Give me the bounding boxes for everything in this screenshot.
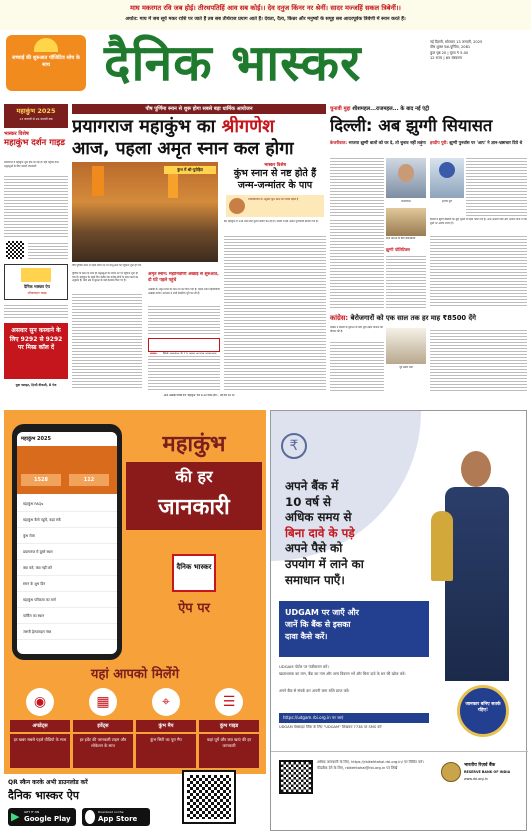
third-photo xyxy=(386,208,426,236)
phone-menu-item[interactable]: महाकुंभ परिक्रमा का मार्ग xyxy=(17,592,117,608)
flag-shape xyxy=(92,166,104,196)
sun-icon xyxy=(34,38,58,52)
rbi-headline-line6: उपयोग में लाने का xyxy=(285,556,364,571)
feature-label: कुंभ मैप xyxy=(136,720,196,732)
congress-head xyxy=(330,312,527,324)
badge-year: महाकुंभ 2025 xyxy=(16,107,56,115)
guide-intro: प्रयागराज में महाकुंभ शुरू होने जा रहा है। यहां पहुंचने वाले श्रद्धालुओं के लिए जरूरी जानकारी xyxy=(4,161,59,168)
edition-price: कुल पृष्ठ 20 | मूल्य ₹ 5.00 xyxy=(430,50,469,55)
man-with-key xyxy=(431,451,523,681)
pandit-avatar xyxy=(229,198,245,214)
right-col1-head xyxy=(330,140,426,154)
ad-title-line2-box xyxy=(126,462,262,530)
rbi-name-hi: भारतीय रिज़र्व बैंक xyxy=(464,763,496,768)
phone-menu-item[interactable]: पार्किंग का स्थान xyxy=(17,608,117,624)
udgam-line2: जानें कि बैंक से इसका xyxy=(285,620,351,629)
play-icon: ▶ xyxy=(11,810,20,823)
main-kicker: पौष पूर्णिमा स्नान से शुरू होगा सबसे बड़ा धार्मिक आयोजन xyxy=(72,104,326,114)
map-icon: ⌖ xyxy=(152,688,180,716)
feature-label: इवेंट्स xyxy=(73,720,133,732)
kejriwal-caption: केजरीवाल xyxy=(401,200,411,203)
headline1-accent: श्रीगणेश xyxy=(221,116,275,137)
phone-menu-item[interactable]: महाकुंभ कैसे पहुंचें, कहां रुकें xyxy=(17,512,117,528)
right-col2-text-2 xyxy=(430,234,527,308)
google-play-button[interactable] xyxy=(8,808,76,826)
rbi-footer xyxy=(271,751,528,832)
man-head xyxy=(461,451,491,487)
phone-menu-item[interactable]: स्नान के शुभ दिन xyxy=(17,576,117,592)
side-text-block xyxy=(224,234,326,390)
side-quote-box xyxy=(226,195,324,217)
feature-item[interactable] xyxy=(73,688,133,770)
phone-menu-item[interactable]: कुंभ मेला xyxy=(17,528,117,544)
main-column-mid-text xyxy=(148,304,220,334)
photo-caption-tag: कुंभ में श्री-पुरोहित xyxy=(164,166,216,174)
right-col1-text-2 xyxy=(330,218,384,308)
phone-menu-item[interactable]: महाकुंभ FAQs xyxy=(17,496,117,512)
bhaskar-logo-box xyxy=(172,554,216,592)
main-column-mid-text-2 xyxy=(148,354,220,390)
feature-desc: हर खबर सबसे पहले वीडियो के साथ xyxy=(10,734,70,768)
phone-stat2: 112 xyxy=(69,474,109,486)
ad-title-line2: की हर xyxy=(175,467,213,486)
left-bottom-note: युवा फ्लाइट, हिन्दी वीकली, 8 पेज xyxy=(15,383,57,387)
main-subhead: अमृत स्नान: महानिर्वाणी अखाड़े से शुरुआत, दो घंटे पहले पहुंचे xyxy=(148,272,219,283)
edition-group: 12 राज्य | 65 संस्करण xyxy=(430,56,463,61)
main-highlight-box xyxy=(148,338,220,352)
main-column-mid-intro: अखाड़ों के अमृत स्नान का क्रम तय कर दिया गया है। पहला स्नान महानिर्वाणी अखाड़ा करेगा। प्रशासन ने सभी तैयारियां पूरी कर ली हैं। xyxy=(148,288,220,295)
top-strip-meaning: अर्थात: माघ में जब सूर्य मकर राशि पर जाते हैं तब सब तीर्थराज प्रयाग आते हैं। देवता, दैत्य, किन्नर और मनुष्यों के समूह सब आदरपूर्वक त्रिवेणी में स्नान करते हैं। xyxy=(125,17,406,22)
apple-icon xyxy=(85,810,95,824)
main-column-left-text xyxy=(72,292,142,390)
alert-badge xyxy=(457,685,509,737)
rbi-headline-line5: अपने पैसे को xyxy=(285,541,343,556)
masthead-logo: दैनिक भास्कर xyxy=(104,34,362,92)
masthead xyxy=(0,30,531,98)
feature-desc: हर इवेंट की जानकारी टाइम और लोकेशन के साथ xyxy=(73,734,133,768)
phone-banner xyxy=(17,446,117,494)
app-logo-icon xyxy=(21,268,51,282)
broadcast-icon: ◉ xyxy=(26,688,54,716)
feature-item[interactable] xyxy=(10,688,70,770)
main-photo xyxy=(72,162,218,262)
phone-mockup xyxy=(12,424,122,660)
udgam-steps xyxy=(279,663,429,711)
ad-title-line1: महाकुंभ xyxy=(162,432,226,457)
feature-item[interactable] xyxy=(136,688,196,770)
col1-title: केजरीवाल: xyxy=(330,140,348,145)
right-kicker-red: चुनावी मुद्दा xyxy=(330,106,351,112)
rbi-url[interactable]: www.rbi.org.in xyxy=(464,777,488,781)
missed-call-text: असवार सुन कस्वाने के लिए 9292 से 9292 पर मिस्ड कॉल दें xyxy=(9,327,63,351)
puri-caption: हरदीप पुरी xyxy=(442,200,452,203)
guide-qr-text xyxy=(28,241,68,259)
puri-face xyxy=(439,162,455,178)
udgam-sms-line: UDGAM वेबसाइट लिंक के लिए "UDGAM" लिखकर 7738 पर SMS करें xyxy=(279,725,382,729)
step-1: UDGAM पोर्टल पर पंजीकरण करें। xyxy=(279,664,329,669)
right-body-intro: दिल्ली में झुग्गी बस्तियों का मुद्दा चुनाव से पहले गरमा गया है। आम आदमी पार्टी और भाजपा दोनों ने एक दूसरे पर आरोप लगाए हैं। xyxy=(430,218,527,225)
guide-icon: ☰ xyxy=(215,688,243,716)
udgam-box xyxy=(279,601,429,657)
ad-title-block xyxy=(126,430,262,550)
congress-text-intro: कांग्रेस ने दिल्ली के युवाओं के लिए युवा उड़ान योजना की घोषणा की है। xyxy=(330,326,383,333)
download-qr-code[interactable] xyxy=(182,770,236,824)
right-col-mid-text xyxy=(386,254,426,308)
app-line: ऐप पर xyxy=(178,601,210,616)
app-store-top: Download on the xyxy=(98,810,124,814)
congress-label: कांग्रेस: xyxy=(330,314,349,322)
feature-label: कुंभ गाइड xyxy=(199,720,259,732)
right-col2-text xyxy=(466,156,527,216)
phone-menu-item[interactable]: प्रयागराज में दूसरे स्थल xyxy=(17,544,117,560)
rupee-icon: ₹ xyxy=(281,433,307,459)
rbi-headline-line3: अधिक समय से xyxy=(285,510,352,525)
left-column xyxy=(4,104,68,404)
badge-sub: 13 जनवरी से 26 फरवरी तक xyxy=(19,117,53,121)
rbi-headline-line2: 10 वर्ष से xyxy=(285,494,331,509)
flag-shape-2 xyxy=(168,170,178,198)
google-play-top: GET IT ON xyxy=(24,810,40,814)
main-story xyxy=(72,104,326,404)
app-store-label: App Store xyxy=(98,815,138,823)
right-subhead: झुग्गी पोलिटिक्स xyxy=(386,247,410,252)
kejriwal-face xyxy=(398,164,414,182)
col2-title: हरदीप पुरी: xyxy=(430,140,448,145)
app-promo-text: दैनिक भास्कर ऐप xyxy=(24,284,50,289)
feature-desc: कहां घूमें और क्या खाएं की हर जानकारी xyxy=(199,734,259,768)
photo-credit: पौष पूर्णिमा स्नान से पहले संगम तट पर साधु-संतों का पहुंचना शुरू हो गया xyxy=(72,264,142,267)
ad-title-line3: जानकारी xyxy=(158,495,230,520)
main-footer-note: आज अखाड़ा विशेष पेज 'महाकुंभ' पेज 9-12 स्थित होंगे... नई पेज 10 पर xyxy=(163,394,235,397)
kejriwal-photo xyxy=(386,158,426,198)
guide-title: महाकुंभ दर्शन गाइड xyxy=(4,138,65,148)
step-2: खाताधारक का नाम, बैंक का नाम और अन्य विवरण भरें और बिना दावे के धन की खोज करें। xyxy=(279,671,406,676)
features-title: यहां आपको मिलेंगे xyxy=(90,667,180,682)
right-col1-text xyxy=(330,156,384,216)
phone-header: महाकुंभ 2025 xyxy=(17,432,117,446)
rbi-headline-line1: अपने बैंक में xyxy=(285,479,339,493)
top-strip xyxy=(0,0,531,30)
congress-text-2 xyxy=(430,328,527,392)
tagline-text: सच्चाई की शुरुआत पॉजिटिव सोच के साथ xyxy=(12,55,80,68)
app-promo-box[interactable] xyxy=(4,264,68,300)
edition-date: नई दिल्ली, सोमवार 13 जनवरी, 2025 xyxy=(430,40,483,44)
google-play-label: Google Play xyxy=(24,815,71,823)
main-column-left-intro: पूर्णिमा के स्नान के साथ ही श्रद्धालुओं का संगम तट पर पहुंचना शुरू हो गया है। महाकुंभ के पहले दिन करीब एक करोड़ लोगों के स्नान करने का अनुमान है। मेला क्षेत्र में सुरक्षा के कड़े इंतजाम किए गए हैं। xyxy=(72,272,139,283)
side-text-intro: इस महाकुंभ में 144 साल बाद दुर्लभ संयोग बन रहा है। शास्त्रों में इसे अत्यंत पुण्यदायी बताया गया है। xyxy=(224,220,319,223)
congress-photo xyxy=(386,328,426,364)
puri-photo xyxy=(430,158,464,198)
edition-info xyxy=(430,40,526,62)
feature-list xyxy=(10,688,260,770)
udgam-line1: UDGAM पर जाएँ और xyxy=(285,608,359,617)
right-kicker-text: शीशमहल...राजमहल... के बाद नई एंट्री xyxy=(352,106,430,112)
guide-text-block xyxy=(4,174,68,238)
third-photo-caption: दोनों नेताओं के बीच बयानबाजी xyxy=(386,237,416,240)
feature-desc: कुंभ सिटी का पूरा मैप xyxy=(136,734,196,768)
key-icon xyxy=(431,511,453,581)
download-bar xyxy=(4,774,266,831)
rbi-footer-qr[interactable] xyxy=(279,760,313,794)
col2-head: झुग्गी पुनर्वास पर 'आप' ने ज्ञान-भ्रष्टाचार दिये थे xyxy=(449,140,523,145)
congress-photo-caption: पूर्व उद्योग मंत्री xyxy=(399,366,413,369)
phone-menu-item[interactable]: क्या करें, क्या नहीं करें xyxy=(17,560,117,576)
main-headline-line1 xyxy=(72,116,326,138)
phone-menu xyxy=(17,496,117,640)
app-store-button[interactable] xyxy=(82,808,150,826)
rbi-footer-text: अधिक जानकारी के लिए, https://rbikehtahai.rbi.org.in/ पर विजिट करें। फीडबैक देने के लिए, rbikehtahai@rbi.org.in पर लिखें xyxy=(317,760,424,770)
brand-app: दैनिक भास्कर ऐप xyxy=(8,789,80,802)
col1-head: भाजपा झुग्गी वालों को घर दे, तो चुनाव नहीं लड़ूंगा xyxy=(348,140,426,145)
qr-text: QR स्कैन करके अभी डाउनलोड करें xyxy=(8,779,88,786)
tagline-badge xyxy=(6,35,86,91)
udgam-line3: दावा कैसे करें। xyxy=(285,632,328,641)
mahakumbh-badge xyxy=(4,104,68,128)
alert-badge-text: जानकार बनिए सतर्क रहिए! xyxy=(465,702,501,713)
headline1-text: प्रयागराज महाकुंभ का xyxy=(72,116,222,137)
rbi-seal-icon xyxy=(441,762,461,782)
side-quote-text: ज्योतिषाचार्य के अनुसार कुंभ स्नान का विशेष महत्व है xyxy=(248,198,299,201)
rbi-headline xyxy=(285,479,435,588)
app-promo-sub: ऑफलाइन गाइड xyxy=(27,291,47,295)
man-body xyxy=(445,487,509,681)
edition-tithi: पौष शुक्ल पक्ष-पूर्णिमा, 2081 xyxy=(430,45,471,50)
phone-screen xyxy=(17,432,117,654)
calendar-icon: ▦ xyxy=(89,688,117,716)
rbi-headline-line4: बिना दावे के पड़े xyxy=(285,525,355,540)
right-kicker xyxy=(330,104,527,114)
guide-qr-code[interactable] xyxy=(6,241,24,259)
phone-stat1: 1528 xyxy=(21,474,61,486)
congress-text xyxy=(330,340,384,392)
right-story xyxy=(330,104,527,404)
right-col2-head xyxy=(430,140,527,154)
ad-bhaskar-app[interactable] xyxy=(4,410,266,831)
congress-headline: बेरोजगारों को एक साल तक हर माह ₹8500 देंगे xyxy=(350,314,476,322)
side-headline: कुंभ स्नान से नष्ट होते हैं जन्म-जन्मांतर के पाप xyxy=(233,168,317,191)
missed-call-box[interactable] xyxy=(4,323,68,379)
logo-box-text: दैनिक भास्कर xyxy=(176,563,212,571)
top-strip-verse: माघ मकरगत रवि जब होई। तीरथपतिहिं आव सब कोई।। देव दनुज किंनर नर श्रेनीं। सादर मज्जहिं सकल त्रिबेनीं।। xyxy=(130,4,401,12)
left-section-label: भास्कर विशेष xyxy=(4,131,29,137)
qr-pattern xyxy=(187,775,231,819)
rbi-name-en: RESERVE BANK OF INDIA xyxy=(464,770,511,774)
left-text-block-2 xyxy=(4,303,68,319)
ad-rbi-udgam[interactable] xyxy=(270,410,527,831)
main-headline-line2: आज, पहला अमृत स्नान कल होगा xyxy=(72,139,294,159)
side-box xyxy=(224,162,326,390)
right-headline: दिल्ली: अब झुग्गी सियासत xyxy=(330,116,493,135)
feature-label: अपडेट्स xyxy=(10,720,70,732)
side-box-label: भास्कर विशेष xyxy=(264,163,286,168)
rbi-headline-line7: समाधान पाएँ। xyxy=(285,572,345,587)
udgam-url-bar[interactable]: https://udgam.rbi.org.in पर जाएं xyxy=(279,713,429,723)
phone-menu-item[interactable]: जरूरी हेल्पलाइन नंबर xyxy=(17,624,117,640)
feature-item[interactable] xyxy=(199,688,259,770)
step-3: अपने बैंक से संपर्क कर अपनी जमा राशि प्राप्त करें। xyxy=(279,688,350,693)
